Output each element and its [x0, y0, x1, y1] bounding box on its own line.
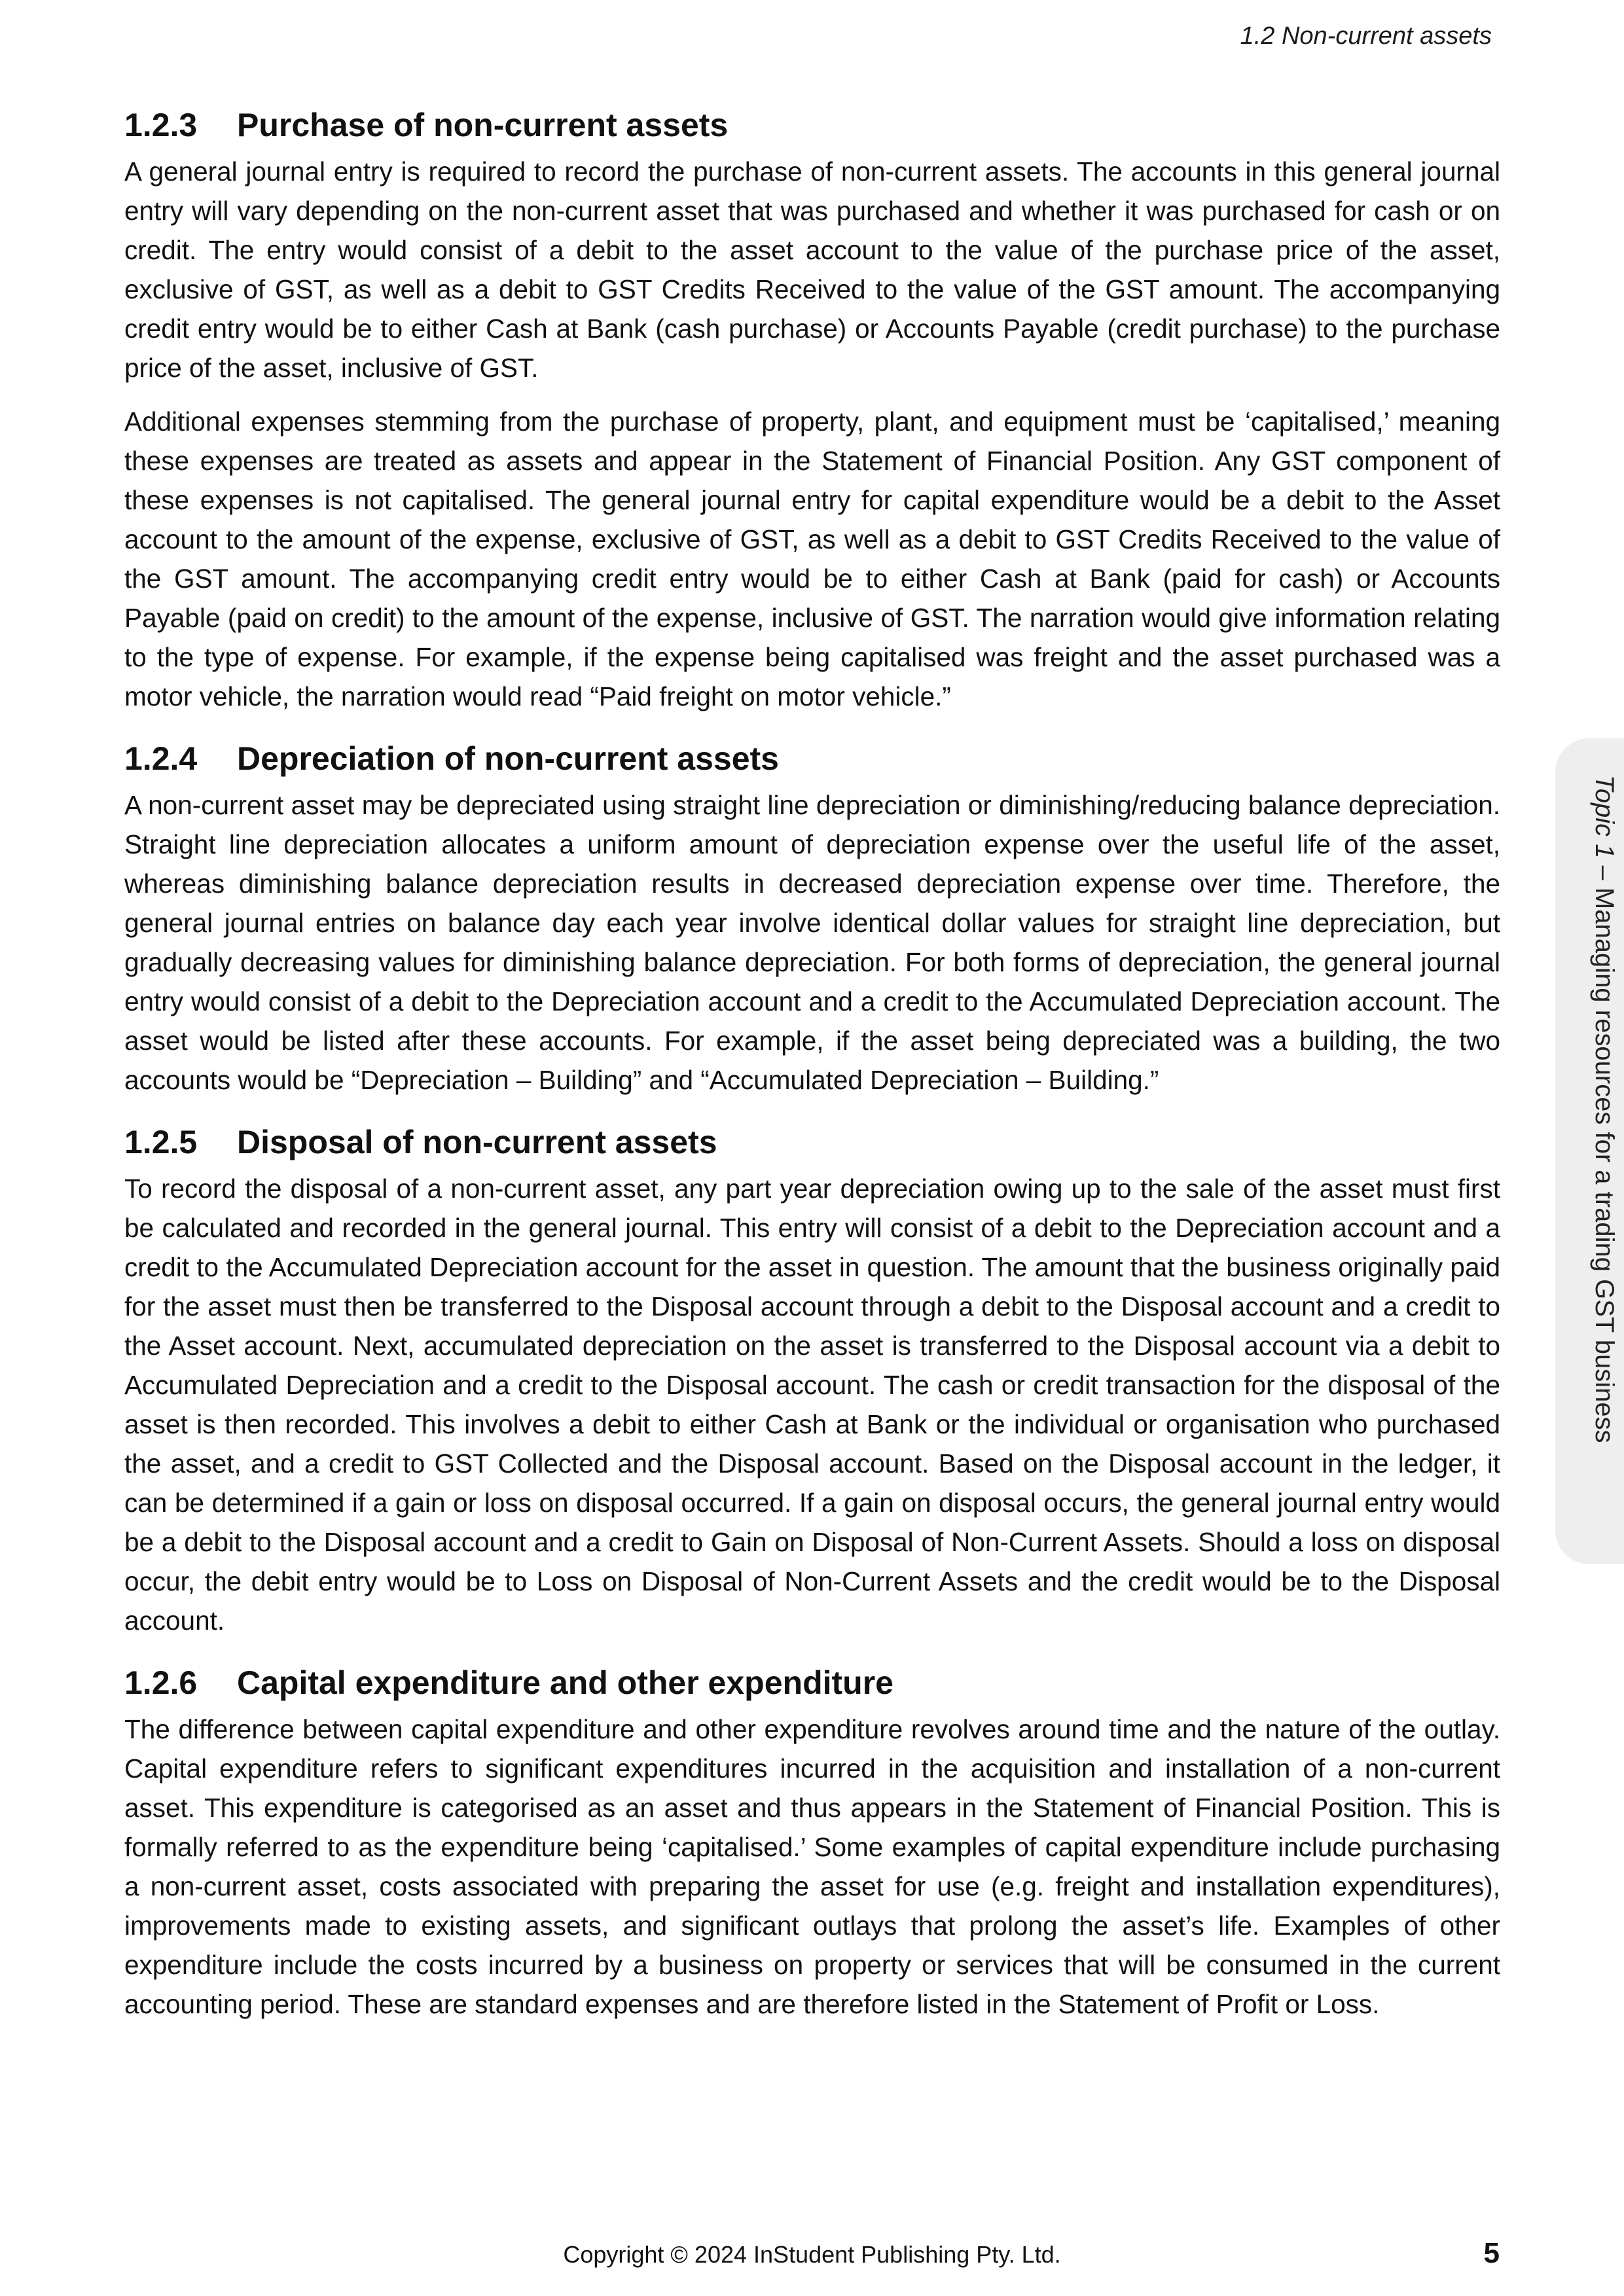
- topic-label: Topic 1: [1590, 775, 1619, 859]
- page-number: 5: [1483, 2237, 1500, 2269]
- running-head: 1.2 Non-current assets: [1240, 22, 1492, 50]
- section-capital-expenditure: [124, 1661, 1500, 2024]
- paragraph: Additional expenses stemming from the purchase of property, plant, and equipment must be ‘capitalised,’ meaning these expenses are treated as assets and appear in the Statement of Financial Position. Any GST component of these expenses is not capitalised. The general journal entry for capital expenditure would be a debit to the Asset account to the amount of the expense, exclusive of GST, as well as a debit to GST Credits Received to the value of the GST amount. The accompanying credit entry would be to either Cash at Bank (paid for cash) or Accounts Payable (paid on credit) to the amount of the expense, inclusive of GST. The narration would give information relating to the type of expense. For example, if the expense being capitalised was freight and the asset purchased was a motor vehicle, the narration would read “Paid freight on motor vehicle.”: [124, 406, 1500, 711]
- paragraph: To record the disposal of a non-current asset, any part year depreciation owing up to the sale of the asset must first be calculated and recorded in the general journal. This entry will consist of a debit to the Depreciation account and a credit to the Accumulated Depreciation account for the asset in question. The amount that the business originally paid for the asset must then be transferred to the Disposal account through a debit to the Disposal account and a credit to the Asset account. Next, accumulated depreciation on the asset is transferred to the Disposal account via a debit to Accumulated Depreciation and a credit to the Disposal account. The cash or credit transaction for the disposal of the asset is then recorded. This involves a debit to either Cash at Bank or the individual or organisation who purchased the asset, and a credit to GST Collected and the Disposal account. Based on the Disposal account in the ledger, it can be determined if a gain or loss on disposal occurred. If a gain on disposal occurs, the general journal entry would be a debit to the Disposal account and a credit to Gain on Disposal of Non-Current Assets. Should a loss on disposal occur, the debit entry would be to Loss on Disposal of Non-Current Assets and the credit would be to the Disposal account.: [124, 1174, 1501, 1636]
- section-title: Capital expenditure and other expenditure: [237, 1664, 893, 1701]
- section-heading: [124, 1661, 1500, 1704]
- section-title: Purchase of non-current assets: [237, 107, 729, 143]
- section-purchase: [124, 103, 1500, 716]
- section-number: 1.2.5: [124, 1124, 198, 1160]
- section-number: 1.2.6: [124, 1664, 198, 1701]
- section-heading: [124, 737, 1500, 780]
- paragraph: A general journal entry is required to record the purchase of non-current assets. The accounts in this general journal entry will vary depending on the non-current asset that was purchased and whether it was purchased for cash or on credit. The entry would consist of a debit to the asset account to the value of the purchase price of the asset, exclusive of GST, as well as a debit to GST Credits Received to the value of the GST amount. The accompanying credit entry would be to either Cash at Bank (cash purchase) or Accounts Payable (credit purchase) to the purchase price of the asset, inclusive of GST.: [124, 156, 1500, 383]
- topic-title: – Managing resources for a trading GST business: [1590, 858, 1619, 1443]
- section-disposal: [124, 1121, 1500, 1640]
- section-number: 1.2.3: [124, 107, 198, 143]
- section-heading: [124, 103, 1500, 147]
- paragraph: A non-current asset may be depreciated using straight line depreciation or diminishing/reducing balance depreciation. Straight line depreciation allocates a uniform amount of depreciation expense over the useful life of the asset, whereas diminishing balance depreciation results in decreased depreciation expense over time. Therefore, the general journal entries on balance day each year involve identical dollar values for straight line depreciation, but gradually decreasing values for diminishing balance depreciation. For both forms of depreciation, the general journal entry would consist of a debit to the Depreciation account and a credit to the Accumulated Depreciation account. The asset would be listed after these accounts. For example, if the asset being depreciated was a building, the two accounts would be “Depreciation – Building” and “Accumulated Depreciation – Building.”: [124, 790, 1500, 1095]
- topic-side-tab-label: [1589, 775, 1619, 1443]
- paragraph: The difference between capital expenditure and other expenditure revolves around time and the nature of the outlay. Capital expenditure refers to significant expenditures incurred in the acquisition and installation of a non-current asset. This expenditure is categorised as an asset and thus appears in the Statement of Financial Position. This is formally referred to as the expenditure being ‘capitalised.’ Some examples of capital expenditure include purchasing a non-current asset, costs associated with preparing the asset for use (e.g. freight and installation expenditures), improvements made to existing assets, and significant outlays that prolong the asset’s life. Examples of other expenditure include the costs incurred by a business on property or services that will be consumed in the current accounting period. These are standard expenses and are therefore listed in the Statement of Profit or Loss.: [124, 1714, 1500, 2019]
- section-title: Depreciation of non-current assets: [237, 740, 779, 777]
- section-number: 1.2.4: [124, 740, 198, 777]
- section-heading: [124, 1121, 1500, 1164]
- section-title: Disposal of non-current assets: [237, 1124, 717, 1160]
- footer-copyright: Copyright © 2024 InStudent Publishing Pty. Ltd.: [563, 2241, 1061, 2268]
- page-content: [124, 103, 1500, 2038]
- section-depreciation: [124, 737, 1500, 1100]
